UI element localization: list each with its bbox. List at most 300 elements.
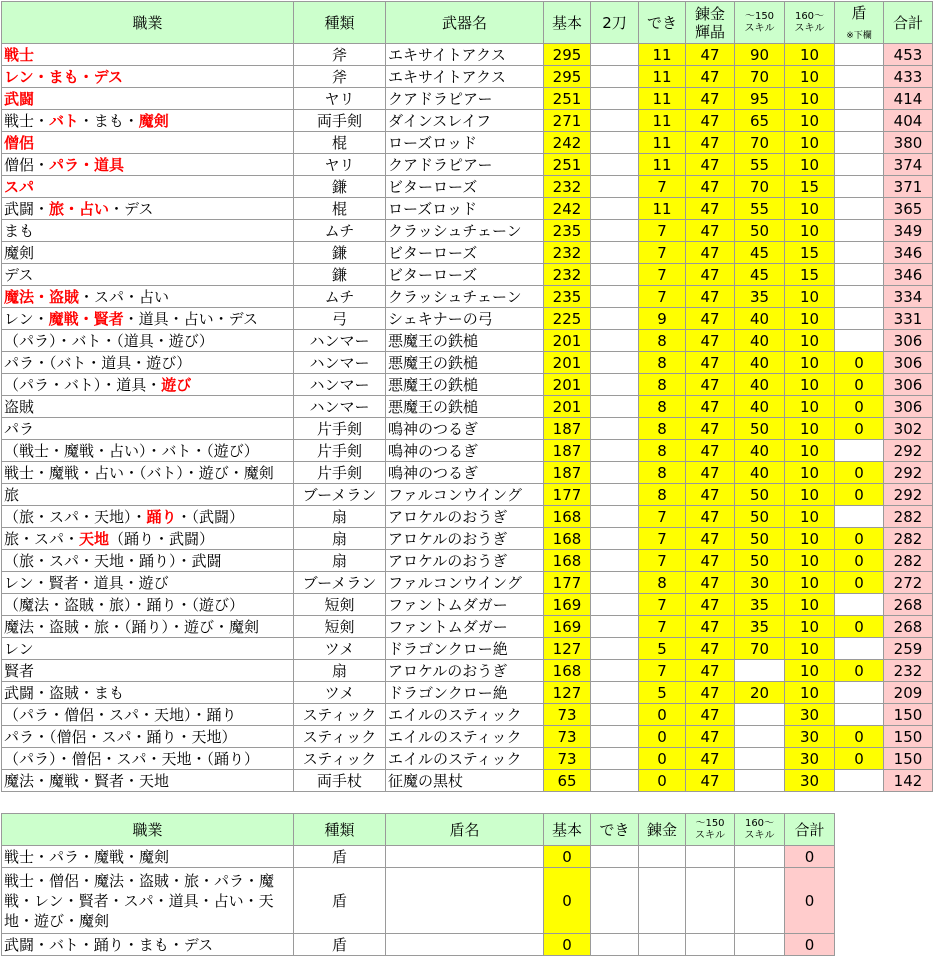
job-cell bbox=[2, 528, 294, 550]
header-renkin-line1: 錬金 bbox=[694, 4, 725, 23]
table-row bbox=[2, 110, 933, 132]
weapon-cell: ドラゴンクロー絶 bbox=[386, 638, 544, 660]
renkin-cell: 47 bbox=[686, 220, 735, 242]
table-row bbox=[2, 330, 933, 352]
table-row bbox=[2, 242, 933, 264]
weapon-cell: エイルのスティック bbox=[386, 726, 544, 748]
job-text-segment: 天地 bbox=[79, 529, 110, 548]
shield-header-job: 職業 bbox=[2, 814, 294, 846]
type-cell: スティック bbox=[294, 704, 386, 726]
table-row bbox=[2, 176, 933, 198]
weapon-cell: アロケルのおうぎ bbox=[386, 506, 544, 528]
deki-cell: 8 bbox=[639, 440, 686, 462]
job-text-segment: ・スパ・占い bbox=[79, 287, 170, 306]
weapon-cell: アロケルのおうぎ bbox=[386, 528, 544, 550]
table-row bbox=[2, 154, 933, 176]
skill150-cell bbox=[735, 660, 785, 682]
type-cell: ハンマー bbox=[294, 374, 386, 396]
type-cell: 片手剣 bbox=[294, 440, 386, 462]
shield-cell: 0 bbox=[835, 550, 884, 572]
base-cell: 201 bbox=[544, 396, 591, 418]
base-cell: 201 bbox=[544, 352, 591, 374]
job-text-segment: デス bbox=[4, 265, 34, 284]
deki-cell: 8 bbox=[639, 418, 686, 440]
deki-cell bbox=[591, 868, 639, 934]
job-text-segment: 旅・スパ・ bbox=[4, 529, 80, 548]
base-cell: 251 bbox=[544, 88, 591, 110]
weapon-cell: アロケルのおうぎ bbox=[386, 550, 544, 572]
renkin-cell: 47 bbox=[686, 176, 735, 198]
deki-cell: 11 bbox=[639, 88, 686, 110]
header-skill160 bbox=[785, 2, 835, 44]
job-text-segment: 盗賊 bbox=[4, 397, 35, 416]
type-cell: 扇 bbox=[294, 528, 386, 550]
table-row bbox=[2, 846, 835, 868]
weapon-cell: 鳴神のつるぎ bbox=[386, 440, 544, 462]
shield-cell bbox=[835, 594, 884, 616]
total-cell: 365 bbox=[884, 198, 933, 220]
deki-cell: 7 bbox=[639, 550, 686, 572]
skill160-cell bbox=[735, 868, 785, 934]
skill150-cell: 40 bbox=[735, 440, 785, 462]
shield-header-skill160-line1: 160～ bbox=[744, 817, 775, 829]
dual-cell bbox=[591, 132, 639, 154]
shield-table-body bbox=[2, 846, 835, 956]
header-skill160-line2: スキル bbox=[794, 22, 825, 34]
job-cell bbox=[2, 110, 294, 132]
weapon-table-body bbox=[2, 44, 933, 792]
dual-cell bbox=[591, 572, 639, 594]
job-cell bbox=[2, 440, 294, 462]
skill160-cell: 10 bbox=[785, 352, 835, 374]
total-cell: 268 bbox=[884, 616, 933, 638]
table-row bbox=[2, 704, 933, 726]
shield-cell bbox=[835, 440, 884, 462]
weapon-cell: ファントムダガー bbox=[386, 616, 544, 638]
renkin-cell: 47 bbox=[686, 88, 735, 110]
dual-cell bbox=[591, 264, 639, 286]
weapon-cell: ファントムダガー bbox=[386, 594, 544, 616]
type-cell: ブーメラン bbox=[294, 572, 386, 594]
header-skill160-line1: 160～ bbox=[794, 10, 825, 22]
total-cell: 0 bbox=[785, 934, 835, 956]
weapon-cell: 鳴神のつるぎ bbox=[386, 462, 544, 484]
table-row bbox=[2, 308, 933, 330]
job-cell bbox=[2, 308, 294, 330]
job-text-segment: パラ bbox=[4, 419, 35, 438]
weapon-cell: エキサイトアクス bbox=[386, 66, 544, 88]
renkin-cell: 47 bbox=[686, 110, 735, 132]
skill150-cell: 30 bbox=[735, 572, 785, 594]
job-cell bbox=[2, 198, 294, 220]
skill150-cell bbox=[686, 846, 735, 868]
total-cell: 306 bbox=[884, 396, 933, 418]
shield-cell: 0 bbox=[835, 374, 884, 396]
type-cell: ムチ bbox=[294, 220, 386, 242]
name-cell bbox=[386, 868, 544, 934]
base-cell: 168 bbox=[544, 506, 591, 528]
shield-cell: 0 bbox=[835, 484, 884, 506]
base-cell: 201 bbox=[544, 374, 591, 396]
skill160-cell: 10 bbox=[785, 440, 835, 462]
table-row bbox=[2, 550, 933, 572]
deki-cell: 7 bbox=[639, 594, 686, 616]
job-text-segment: 魔戦・賢者 bbox=[48, 309, 124, 328]
shield-table bbox=[1, 813, 835, 956]
weapon-cell: アロケルのおうぎ bbox=[386, 660, 544, 682]
weapon-cell: 征魔の黒杖 bbox=[386, 770, 544, 792]
weapon-cell: シェキナーの弓 bbox=[386, 308, 544, 330]
skill150-cell bbox=[735, 726, 785, 748]
type-cell: 鎌 bbox=[294, 176, 386, 198]
job-text-segment: まも bbox=[4, 221, 35, 240]
dual-cell bbox=[591, 726, 639, 748]
renkin-cell: 47 bbox=[686, 616, 735, 638]
header-dual: 2刀 bbox=[591, 2, 639, 44]
skill160-cell: 10 bbox=[785, 638, 835, 660]
dual-cell bbox=[591, 286, 639, 308]
deki-cell: 8 bbox=[639, 462, 686, 484]
base-cell: 0 bbox=[544, 934, 591, 956]
skill150-cell: 95 bbox=[735, 88, 785, 110]
shield-cell: 0 bbox=[835, 616, 884, 638]
dual-cell bbox=[591, 462, 639, 484]
skill150-cell: 35 bbox=[735, 594, 785, 616]
total-cell: 306 bbox=[884, 330, 933, 352]
base-cell: 235 bbox=[544, 286, 591, 308]
shield-cell bbox=[835, 308, 884, 330]
job-cell bbox=[2, 506, 294, 528]
total-cell: 306 bbox=[884, 374, 933, 396]
total-cell: 453 bbox=[884, 44, 933, 66]
shield-cell: 0 bbox=[835, 396, 884, 418]
job-text-segment: レン bbox=[4, 639, 34, 658]
job-cell bbox=[2, 594, 294, 616]
shield-cell bbox=[835, 330, 884, 352]
weapon-cell: ファルコンウイング bbox=[386, 484, 544, 506]
total-cell: 433 bbox=[884, 66, 933, 88]
table-row bbox=[2, 264, 933, 286]
total-cell: 374 bbox=[884, 154, 933, 176]
shield-cell bbox=[835, 286, 884, 308]
job-cell bbox=[2, 660, 294, 682]
skill150-cell: 40 bbox=[735, 352, 785, 374]
deki-cell: 7 bbox=[639, 264, 686, 286]
job-text-segment: 武闘・ bbox=[4, 199, 50, 218]
renkin-cell: 47 bbox=[686, 660, 735, 682]
header-shield-line2: ※下欄 bbox=[846, 30, 872, 41]
renkin-cell: 47 bbox=[686, 770, 735, 792]
job-text-segment: パラ・（バト・道具・遊び） bbox=[4, 353, 192, 372]
job-cell bbox=[2, 176, 294, 198]
renkin-cell bbox=[639, 934, 686, 956]
job-cell bbox=[2, 770, 294, 792]
dual-cell bbox=[591, 88, 639, 110]
type-cell: 鎌 bbox=[294, 264, 386, 286]
shield-header-base: 基本 bbox=[544, 814, 591, 846]
header-skill150-line2: スキル bbox=[744, 22, 775, 34]
job-text-segment: パラ・（僧侶・スパ・踊り・天地） bbox=[4, 727, 237, 746]
dual-cell bbox=[591, 352, 639, 374]
job-cell bbox=[2, 330, 294, 352]
skill150-cell: 50 bbox=[735, 484, 785, 506]
skill160-cell: 10 bbox=[785, 594, 835, 616]
shield-cell bbox=[835, 110, 884, 132]
type-cell: スティック bbox=[294, 748, 386, 770]
job-text-segment: 戦士・ bbox=[4, 111, 50, 130]
type-cell: 斧 bbox=[294, 44, 386, 66]
skill150-cell: 40 bbox=[735, 396, 785, 418]
shield-cell bbox=[835, 198, 884, 220]
job-text-segment: 僧侶 bbox=[4, 133, 35, 152]
job-text-segment: 戦士 bbox=[4, 45, 35, 64]
table-row bbox=[2, 638, 933, 660]
dual-cell bbox=[591, 638, 639, 660]
job-cell bbox=[2, 572, 294, 594]
weapon-cell: ビターローズ bbox=[386, 176, 544, 198]
skill150-cell: 20 bbox=[735, 682, 785, 704]
weapon-cell: エキサイトアクス bbox=[386, 44, 544, 66]
base-cell: 65 bbox=[544, 770, 591, 792]
job-text-segment: レン・ bbox=[4, 309, 49, 328]
job-text-segment: 魔剣 bbox=[138, 111, 169, 130]
job-cell bbox=[2, 286, 294, 308]
job-cell bbox=[2, 242, 294, 264]
type-cell: 片手剣 bbox=[294, 462, 386, 484]
dual-cell bbox=[591, 44, 639, 66]
job-text-segment: （戦士・魔戦・占い）・バト・（遊び） bbox=[4, 441, 259, 460]
dual-cell bbox=[591, 198, 639, 220]
skill150-cell bbox=[686, 868, 735, 934]
shield-header-skill160 bbox=[735, 814, 785, 846]
deki-cell: 5 bbox=[639, 638, 686, 660]
job-text-segment: スパ bbox=[4, 177, 35, 196]
dual-cell bbox=[591, 220, 639, 242]
skill150-cell bbox=[686, 934, 735, 956]
shield-cell bbox=[835, 638, 884, 660]
deki-cell: 8 bbox=[639, 352, 686, 374]
renkin-cell: 47 bbox=[686, 44, 735, 66]
total-cell: 302 bbox=[884, 418, 933, 440]
shield-cell bbox=[835, 704, 884, 726]
renkin-cell bbox=[639, 846, 686, 868]
skill160-cell: 10 bbox=[785, 88, 835, 110]
skill150-cell: 50 bbox=[735, 528, 785, 550]
skill160-cell: 30 bbox=[785, 748, 835, 770]
skill160-cell: 10 bbox=[785, 44, 835, 66]
shield-cell bbox=[835, 242, 884, 264]
skill150-cell: 55 bbox=[735, 154, 785, 176]
deki-cell: 11 bbox=[639, 198, 686, 220]
total-cell: 268 bbox=[884, 594, 933, 616]
weapon-cell: クアドラピアー bbox=[386, 88, 544, 110]
type-cell: 扇 bbox=[294, 660, 386, 682]
skill160-cell: 10 bbox=[785, 550, 835, 572]
type-cell: ツメ bbox=[294, 638, 386, 660]
dual-cell bbox=[591, 748, 639, 770]
skill160-cell: 15 bbox=[785, 176, 835, 198]
header-job: 職業 bbox=[2, 2, 294, 44]
shield-cell: 0 bbox=[835, 352, 884, 374]
renkin-cell: 47 bbox=[686, 418, 735, 440]
deki-cell: 11 bbox=[639, 44, 686, 66]
weapon-cell: 悪魔王の鉄槌 bbox=[386, 352, 544, 374]
table-row bbox=[2, 88, 933, 110]
job-cell bbox=[2, 88, 294, 110]
dual-cell bbox=[591, 704, 639, 726]
dual-cell bbox=[591, 594, 639, 616]
table-row bbox=[2, 506, 933, 528]
base-cell: 187 bbox=[544, 462, 591, 484]
shield-cell bbox=[835, 682, 884, 704]
table-row bbox=[2, 374, 933, 396]
table-row bbox=[2, 616, 933, 638]
shield-cell: 0 bbox=[835, 726, 884, 748]
job-cell bbox=[2, 704, 294, 726]
total-cell: 346 bbox=[884, 264, 933, 286]
deki-cell: 7 bbox=[639, 660, 686, 682]
job-text-segment: 武闘 bbox=[4, 89, 35, 108]
job-text-segment: 旅 bbox=[4, 485, 20, 504]
skill150-cell: 90 bbox=[735, 44, 785, 66]
weapon-table-header-row bbox=[2, 2, 933, 44]
deki-cell bbox=[591, 934, 639, 956]
type-cell: ハンマー bbox=[294, 396, 386, 418]
total-cell: 0 bbox=[785, 868, 835, 934]
job-cell: 武闘・バト・踊り・まも・デス bbox=[2, 934, 294, 956]
total-cell: 349 bbox=[884, 220, 933, 242]
skill160-cell: 15 bbox=[785, 242, 835, 264]
job-cell bbox=[2, 682, 294, 704]
shield-header-renkin: 錬金 bbox=[639, 814, 686, 846]
dual-cell bbox=[591, 440, 639, 462]
weapon-cell: クアドラピアー bbox=[386, 154, 544, 176]
skill150-cell: 50 bbox=[735, 418, 785, 440]
shield-cell: 0 bbox=[835, 418, 884, 440]
job-text-segment: 魔剣 bbox=[4, 243, 35, 262]
renkin-cell: 47 bbox=[686, 704, 735, 726]
shield-header-deki: でき bbox=[591, 814, 639, 846]
renkin-cell: 47 bbox=[686, 682, 735, 704]
weapon-cell: ビターローズ bbox=[386, 264, 544, 286]
type-cell: 短剣 bbox=[294, 594, 386, 616]
base-cell: 295 bbox=[544, 66, 591, 88]
skill150-cell: 40 bbox=[735, 330, 785, 352]
base-cell: 168 bbox=[544, 660, 591, 682]
header-renkin bbox=[686, 2, 735, 44]
job-cell bbox=[2, 616, 294, 638]
base-cell: 232 bbox=[544, 242, 591, 264]
job-cell: 戦士・パラ・魔戦・魔剣 bbox=[2, 846, 294, 868]
job-cell bbox=[2, 44, 294, 66]
dual-cell bbox=[591, 308, 639, 330]
base-cell: 169 bbox=[544, 594, 591, 616]
renkin-cell: 47 bbox=[686, 132, 735, 154]
shield-cell bbox=[835, 176, 884, 198]
skill150-cell: 70 bbox=[735, 176, 785, 198]
table-row bbox=[2, 462, 933, 484]
skill150-cell: 55 bbox=[735, 198, 785, 220]
job-text-segment: 武闘・盗賊・まも bbox=[4, 683, 125, 702]
total-cell: 282 bbox=[884, 550, 933, 572]
skill160-cell: 30 bbox=[785, 704, 835, 726]
deki-cell: 11 bbox=[639, 110, 686, 132]
skill150-cell: 45 bbox=[735, 264, 785, 286]
table-row bbox=[2, 198, 933, 220]
dual-cell bbox=[591, 66, 639, 88]
renkin-cell: 47 bbox=[686, 264, 735, 286]
base-cell: 73 bbox=[544, 726, 591, 748]
shield-cell: 0 bbox=[835, 748, 884, 770]
job-cell bbox=[2, 726, 294, 748]
deki-cell: 11 bbox=[639, 66, 686, 88]
skill150-cell: 70 bbox=[735, 638, 785, 660]
base-cell: 187 bbox=[544, 440, 591, 462]
job-text-segment: 僧侶・ bbox=[4, 155, 50, 174]
renkin-cell: 47 bbox=[686, 726, 735, 748]
deki-cell: 11 bbox=[639, 154, 686, 176]
deki-cell: 9 bbox=[639, 308, 686, 330]
shield-table-header-row bbox=[2, 814, 835, 846]
job-text-segment: 遊び bbox=[161, 375, 192, 394]
header-shield-line1: 盾 bbox=[851, 3, 867, 22]
type-cell: 盾 bbox=[294, 868, 386, 934]
job-cell bbox=[2, 374, 294, 396]
skill160-cell: 10 bbox=[785, 682, 835, 704]
renkin-cell: 47 bbox=[686, 374, 735, 396]
renkin-cell: 47 bbox=[686, 308, 735, 330]
type-cell: ハンマー bbox=[294, 352, 386, 374]
header-weapon: 武器名 bbox=[386, 2, 544, 44]
skill150-cell: 70 bbox=[735, 132, 785, 154]
deki-cell: 7 bbox=[639, 176, 686, 198]
dual-cell bbox=[591, 242, 639, 264]
weapon-cell: クラッシュチェーン bbox=[386, 220, 544, 242]
dual-cell bbox=[591, 550, 639, 572]
base-cell: 73 bbox=[544, 704, 591, 726]
skill150-cell: 40 bbox=[735, 462, 785, 484]
weapon-cell: クラッシュチェーン bbox=[386, 286, 544, 308]
skill150-cell: 65 bbox=[735, 110, 785, 132]
total-cell: 380 bbox=[884, 132, 933, 154]
deki-cell: 7 bbox=[639, 528, 686, 550]
job-cell: 戦士・僧侶・魔法・盗賊・旅・パラ・魔戦・レン・賢者・スパ・道具・占い・天地・遊び・魔剣 bbox=[2, 868, 294, 934]
base-cell: 232 bbox=[544, 264, 591, 286]
total-cell: 334 bbox=[884, 286, 933, 308]
job-text-segment: 旅・占い bbox=[49, 199, 110, 218]
deki-cell: 8 bbox=[639, 396, 686, 418]
skill160-cell: 10 bbox=[785, 132, 835, 154]
skill160-cell: 10 bbox=[785, 110, 835, 132]
skill150-cell: 40 bbox=[735, 374, 785, 396]
shield-header-skill160-line2: スキル bbox=[744, 829, 775, 841]
skill150-cell: 40 bbox=[735, 308, 785, 330]
base-cell: 271 bbox=[544, 110, 591, 132]
shield-header-name: 盾名 bbox=[386, 814, 544, 846]
renkin-cell: 47 bbox=[686, 484, 735, 506]
shield-header-type: 種類 bbox=[294, 814, 386, 846]
dual-cell bbox=[591, 770, 639, 792]
job-cell bbox=[2, 352, 294, 374]
table-row bbox=[2, 748, 933, 770]
total-cell: 414 bbox=[884, 88, 933, 110]
total-cell: 282 bbox=[884, 528, 933, 550]
dual-cell bbox=[591, 528, 639, 550]
shield-cell bbox=[835, 132, 884, 154]
job-cell bbox=[2, 264, 294, 286]
weapon-cell: ローズロッド bbox=[386, 132, 544, 154]
table-row bbox=[2, 726, 933, 748]
